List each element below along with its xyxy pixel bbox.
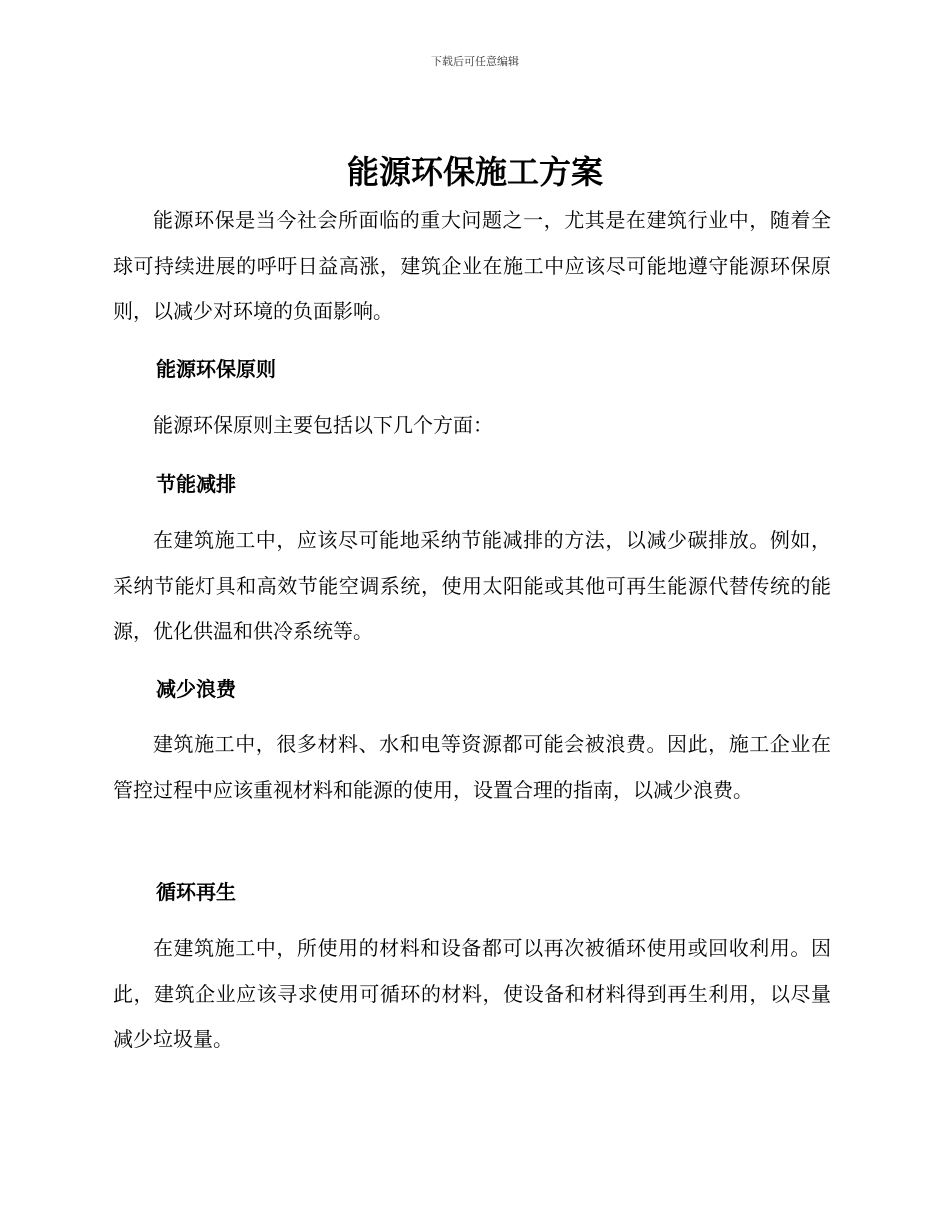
section-heading-principles: 能源环保原则 xyxy=(156,357,276,381)
document-title: 能源环保施工方案 xyxy=(346,153,603,191)
section-heading-recycling: 循环再生 xyxy=(156,880,236,904)
page-header-note: 下载后可任意编辑 xyxy=(431,55,519,68)
intro-paragraph: 能源环保是当今社会所面临的重大问题之一，尤其是在建筑行业中，随着全球可持续进展的呼吁日益高涨，建筑企业在施工中应该尽可能地遵守能源环保原则，以减少对环境的负面影响。 xyxy=(113,208,831,323)
section-heading-reduce-waste: 减少浪费 xyxy=(156,677,236,701)
section-body-energy-saving: 在建筑施工中，应该尽可能地采纳节能减排的方法，以减少碳排放。例如，采纳节能灯具和高效节能空调系统，使用太阳能或其他可再生能源代替传统的能源，优化供温和供冷系统等。 xyxy=(113,528,831,643)
section-heading-energy-saving: 节能减排 xyxy=(156,472,236,496)
section-body-principles: 能源环保原则主要包括以下几个方面： xyxy=(153,413,493,437)
section-body-reduce-waste: 建筑施工中，很多材料、水和电等资源都可能会被浪费。因此，施工企业在管控过程中应该重视材料和能源的使用，设置合理的指南，以减少浪费。 xyxy=(113,732,831,802)
section-body-recycling: 在建筑施工中，所使用的材料和设备都可以再次被循环使用或回收利用。因此，建筑企业应该寻求使用可循环的材料，使设备和材料得到再生利用，以尽量减少垃圾量。 xyxy=(113,936,831,1051)
